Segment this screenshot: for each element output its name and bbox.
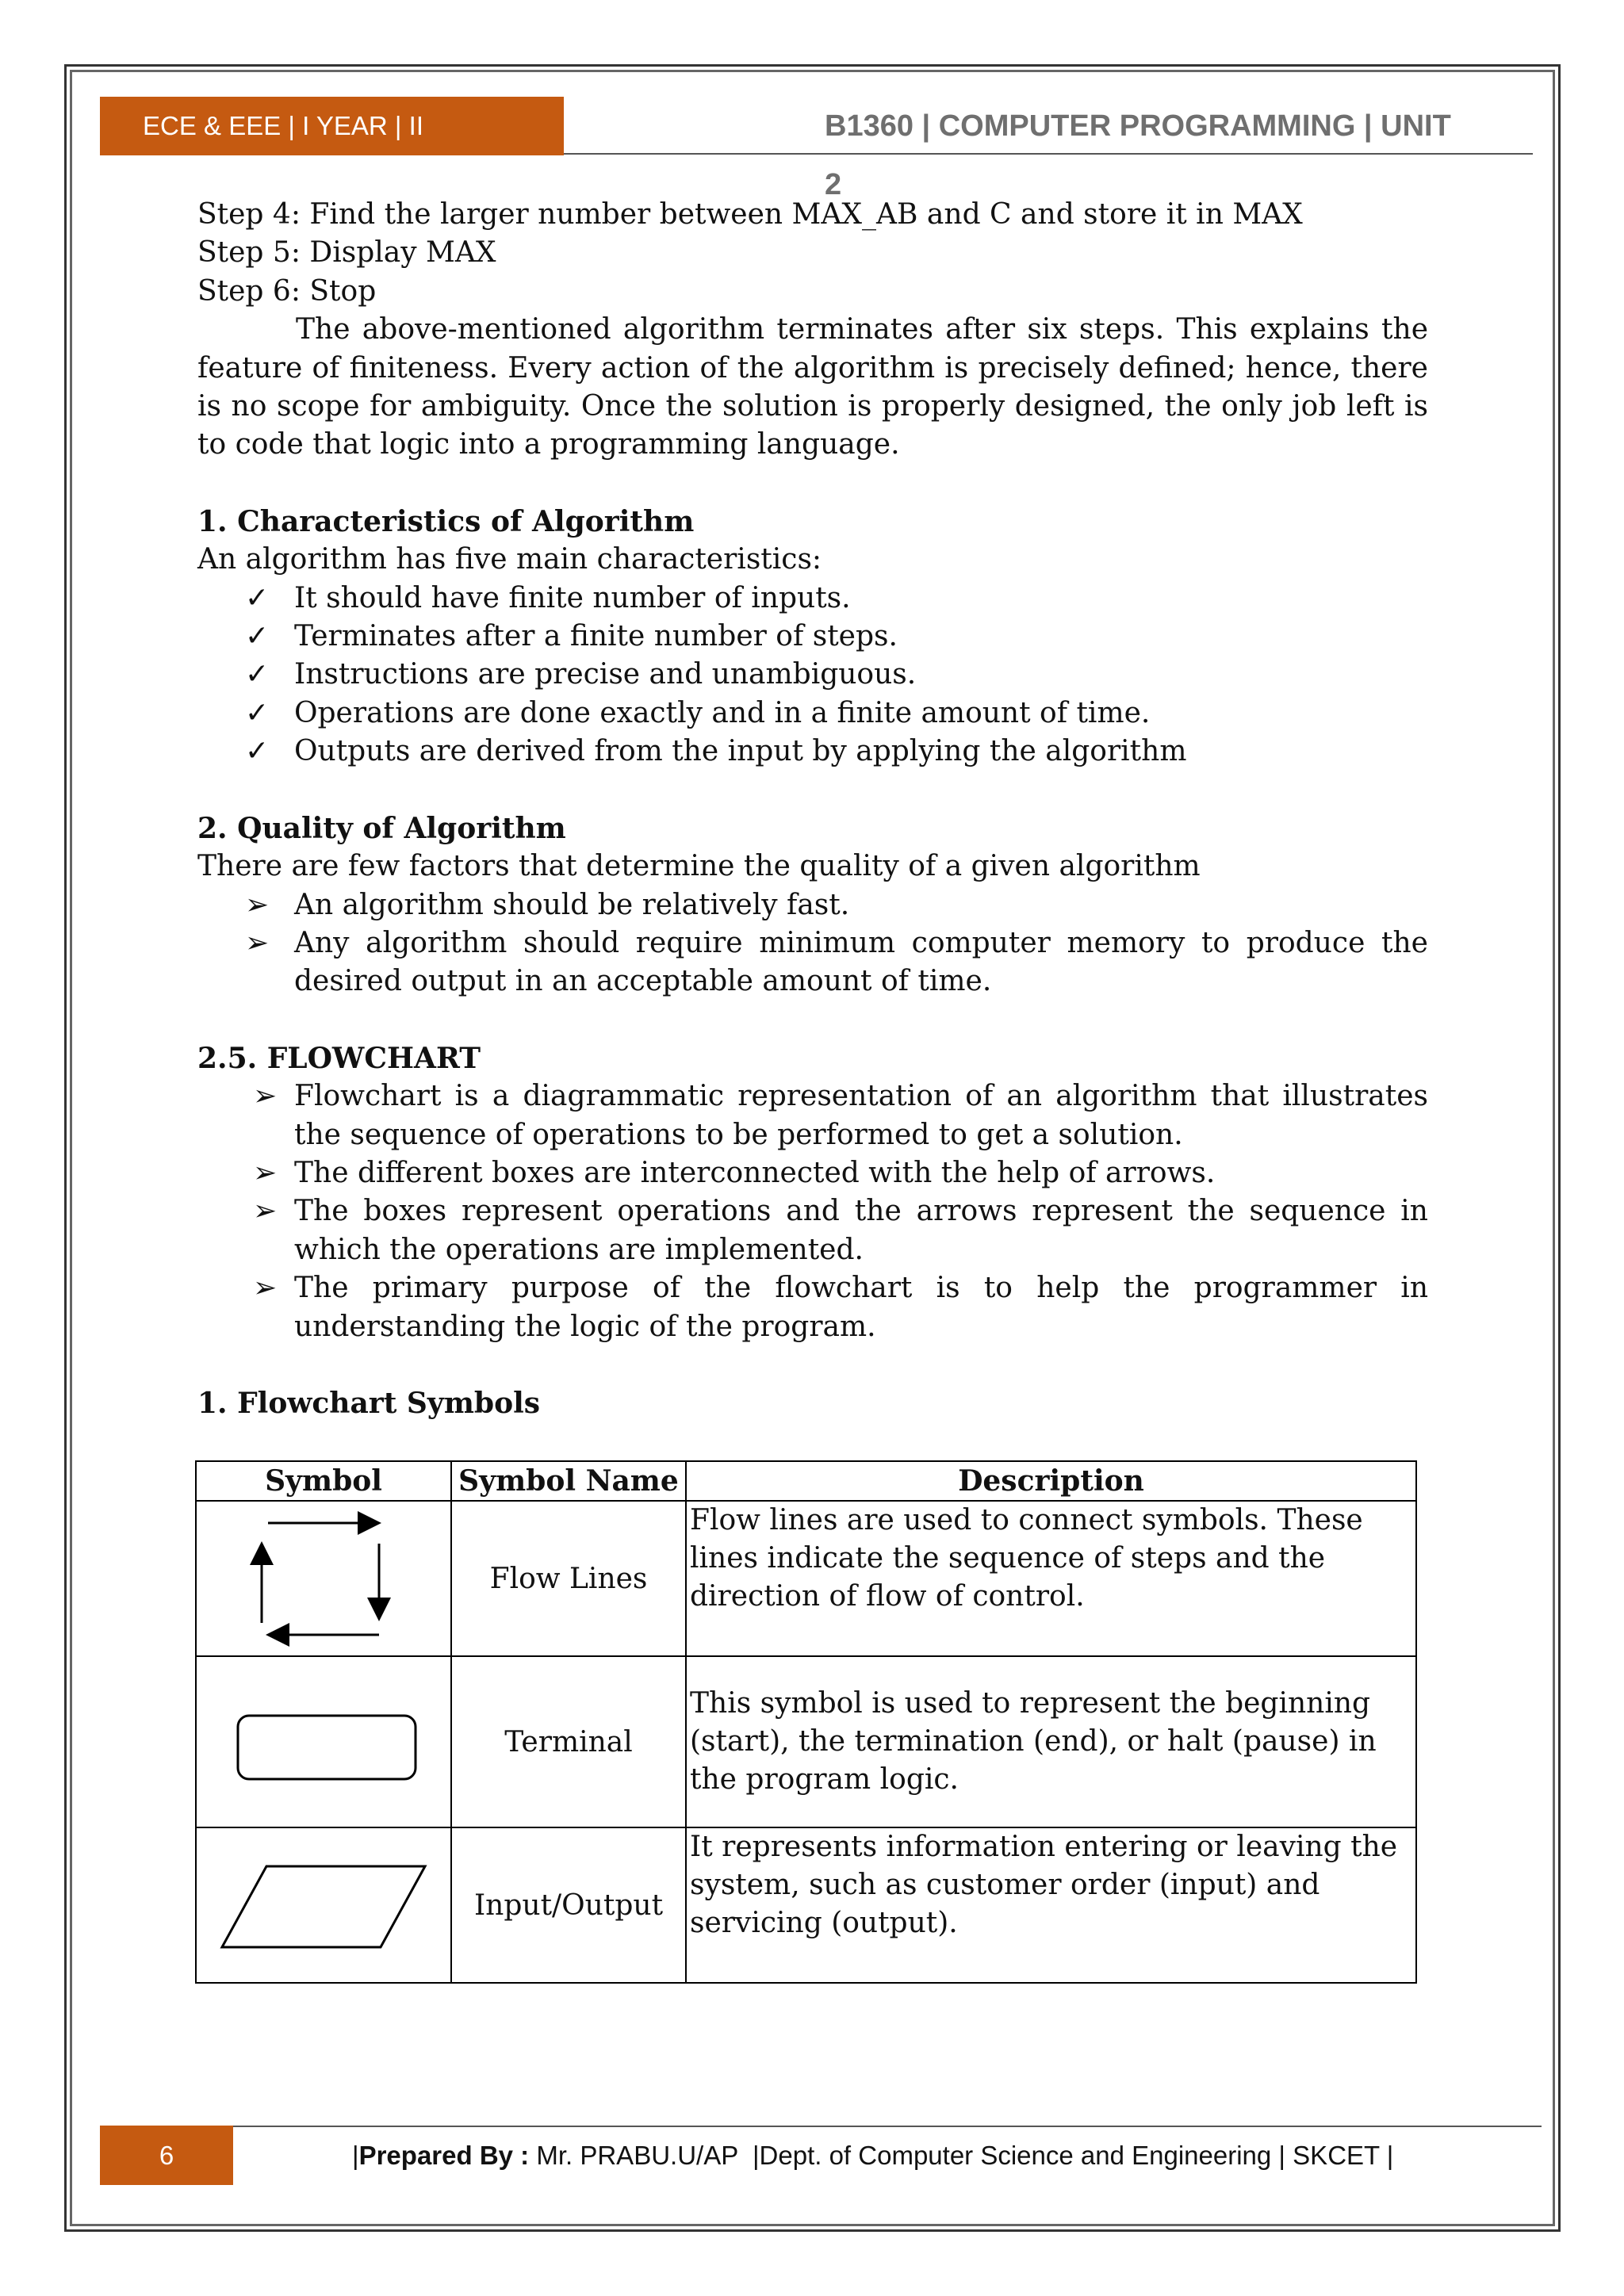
page-number: 6 <box>100 2126 233 2185</box>
header-subject-title: B1360 | COMPUTER PROGRAMMING | UNIT 2 <box>825 109 1451 201</box>
header-divider <box>564 153 1533 155</box>
terminal-icon <box>228 1695 419 1782</box>
symbol-cell <box>196 1827 451 1983</box>
quality-lead: There are few factors that determine the quality of a given algorithm <box>197 850 1201 883</box>
list-item: ✓ Terminates after a finite number of steps. <box>197 618 1428 656</box>
arrow-bullet-icon: ➢ <box>253 1272 278 1305</box>
table-row <box>196 1827 1416 1983</box>
quality-list <box>197 886 1428 1001</box>
intro-paragraph: The above-mentioned algorithm terminates after six steps. This explains the feature of finiteness. Every action of the algorithm is precisely defined; hence, there is no scope for ambiguity. Once the solution is properly designed, the only job left is to code that logic into a programming language. <box>197 313 1428 461</box>
step-line: Step 4: Find the larger number between MAX_AB and C and store it in MAX <box>197 198 1303 231</box>
header-course-tab: ECE & EEE | I YEAR | II SEMESTER <box>100 97 564 155</box>
symbols-heading: 1. Flowchart Symbols <box>197 1386 541 1420</box>
list-item: ✓ Outputs are derived from the input by applying the algorithm <box>197 733 1428 771</box>
symbol-name: Input/Output <box>451 1827 686 1983</box>
symbol-description: This symbol is used to represent the beginning (start), the termination (end), or halt (pause) in the program logic. <box>686 1656 1416 1827</box>
characteristics-lead: An algorithm has five main characteristics: <box>197 543 822 576</box>
footer-separator: | <box>352 2141 359 2170</box>
list-item: ➢ An algorithm should be relatively fast. <box>197 886 1428 924</box>
footer-prepared-by: Mr. PRABU.U/AP |Dept. of Computer Science and Engineering | SKCET | <box>529 2141 1394 2170</box>
list-item: ➢ Flowchart is a diagrammatic representation of an algorithm that illustrates the sequence of operations to be performed to get a solution. <box>197 1077 1428 1154</box>
symbol-name: Terminal <box>451 1656 686 1827</box>
symbol-cell <box>196 1656 451 1827</box>
arrow-bullet-icon: ➢ <box>245 888 270 921</box>
list-item: ✓ Instructions are precise and unambiguous. <box>197 656 1428 694</box>
page-content <box>197 196 1428 1422</box>
column-header: Symbol Name <box>451 1461 686 1501</box>
symbol-description: It represents information entering or leaving the system, such as customer order (input) and servicing (output). <box>686 1827 1416 1983</box>
table-row <box>196 1656 1416 1827</box>
arrow-bullet-icon: ➢ <box>253 1156 278 1189</box>
check-mark-icon: ✓ <box>245 696 270 729</box>
list-item: ➢ The different boxes are interconnected with the help of arrows. <box>197 1154 1428 1192</box>
flowchart-list <box>197 1077 1428 1346</box>
table-row <box>196 1501 1416 1656</box>
arrow-bullet-icon: ➢ <box>253 1080 278 1113</box>
input-output-icon <box>213 1850 435 1954</box>
check-mark-icon: ✓ <box>245 581 270 614</box>
arrow-bullet-icon: ➢ <box>253 1195 278 1228</box>
footer-prepared-label: Prepared By : <box>358 2141 530 2170</box>
check-mark-icon: ✓ <box>245 658 270 691</box>
check-mark-icon: ✓ <box>245 735 270 768</box>
symbol-name: Flow Lines <box>451 1501 686 1656</box>
characteristics-heading: 1. Characteristics of Algorithm <box>197 504 695 538</box>
list-item: ➢ The primary purpose of the flowchart is to help the programmer in understanding the logic of the program. <box>197 1269 1428 1346</box>
symbol-cell <box>196 1501 451 1656</box>
flowchart-heading: 2.5. FLOWCHART <box>197 1041 481 1075</box>
flow-lines-icon <box>244 1504 403 1647</box>
step-line: Step 5: Display MAX <box>197 236 496 270</box>
step-line: Step 6: Stop <box>197 274 377 308</box>
column-header: Symbol <box>196 1461 451 1501</box>
list-item: ➢ The boxes represent operations and the arrows represent the sequence in which the operations are implemented. <box>197 1192 1428 1269</box>
table-header-row <box>196 1461 1416 1501</box>
list-item: ✓ It should have finite number of inputs. <box>197 580 1428 618</box>
quality-heading: 2. Quality of Algorithm <box>197 811 566 845</box>
list-item: ✓ Operations are done exactly and in a finite amount of time. <box>197 695 1428 733</box>
footer-credits <box>352 2126 1393 2185</box>
characteristics-list <box>197 580 1428 771</box>
check-mark-icon: ✓ <box>245 620 270 653</box>
symbol-description: Flow lines are used to connect symbols. These lines indicate the sequence of steps and the direction of flow of control. <box>686 1501 1416 1656</box>
arrow-bullet-icon: ➢ <box>245 926 270 959</box>
flowchart-symbols-table <box>195 1460 1417 1984</box>
column-header: Description <box>686 1461 1416 1501</box>
list-item: ➢ Any algorithm should require minimum computer memory to produce the desired output in an acceptable amount of time. <box>197 924 1428 1001</box>
